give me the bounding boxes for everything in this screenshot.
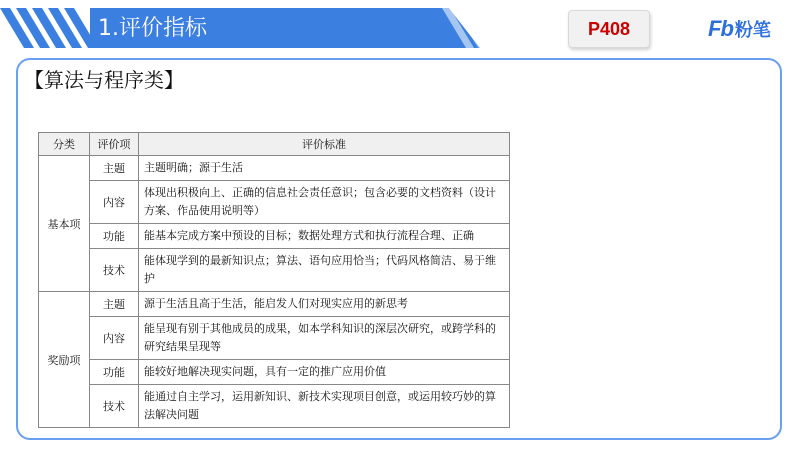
- logo-text: 粉笔: [734, 20, 771, 41]
- standard-cell: 源于生活且高于生活，能启发人们对现实应用的新思考: [139, 292, 510, 317]
- standard-cell: 体现出积极向上、正确的信息社会责任意识；包含必要的文档资料（设计方案、作品使用说明等）: [139, 181, 510, 224]
- item-cell: 内容: [90, 317, 139, 360]
- item-cell: 技术: [90, 249, 139, 292]
- header-stripes-decoration: [0, 8, 96, 48]
- column-header-item: 评价项: [90, 133, 139, 156]
- column-header-category: 分类: [39, 133, 90, 156]
- table-row: [39, 181, 510, 224]
- fenbi-logo: [708, 14, 771, 44]
- item-cell: 主题: [90, 156, 139, 181]
- item-cell: 功能: [90, 224, 139, 249]
- item-cell: 功能: [90, 360, 139, 385]
- evaluation-criteria-table: [38, 132, 510, 428]
- table-row: [39, 292, 510, 317]
- standard-cell: 能呈现有别于其他成员的成果，如本学科知识的深层次研究，或跨学科的研究结果呈现等: [139, 317, 510, 360]
- table-row: [39, 249, 510, 292]
- category-cell-bonus: 奖励项: [39, 292, 90, 428]
- standard-cell: 主题明确；源于生活: [139, 156, 510, 181]
- table-row: [39, 156, 510, 181]
- standard-cell: 能通过自主学习，运用新知识、新技术实现项目创意，或运用较巧妙的算法解决问题: [139, 385, 510, 428]
- table-header-row: [39, 133, 510, 156]
- table-row: [39, 317, 510, 360]
- table-row: [39, 360, 510, 385]
- category-cell-basic: 基本项: [39, 156, 90, 292]
- standard-cell: 能体现学到的最新知识点；算法、语句应用恰当；代码风格简洁、易于维护: [139, 249, 510, 292]
- table-row: [39, 224, 510, 249]
- table-row: [39, 385, 510, 428]
- item-cell: 技术: [90, 385, 139, 428]
- standard-cell: 能基本完成方案中预设的目标；数据处理方式和执行流程合理、正确: [139, 224, 510, 249]
- item-cell: 主题: [90, 292, 139, 317]
- standard-cell: 能较好地解决现实问题，具有一定的推广应用价值: [139, 360, 510, 385]
- item-cell: 内容: [90, 181, 139, 224]
- page-number-badge: P408: [568, 10, 650, 48]
- column-header-standard: 评价标准: [139, 133, 510, 156]
- page-title: 1.评价指标: [98, 16, 207, 41]
- section-heading: 【算法与程序类】: [24, 68, 184, 92]
- logo-mark: Fb: [708, 16, 733, 41]
- title-banner-stripes: [420, 8, 480, 48]
